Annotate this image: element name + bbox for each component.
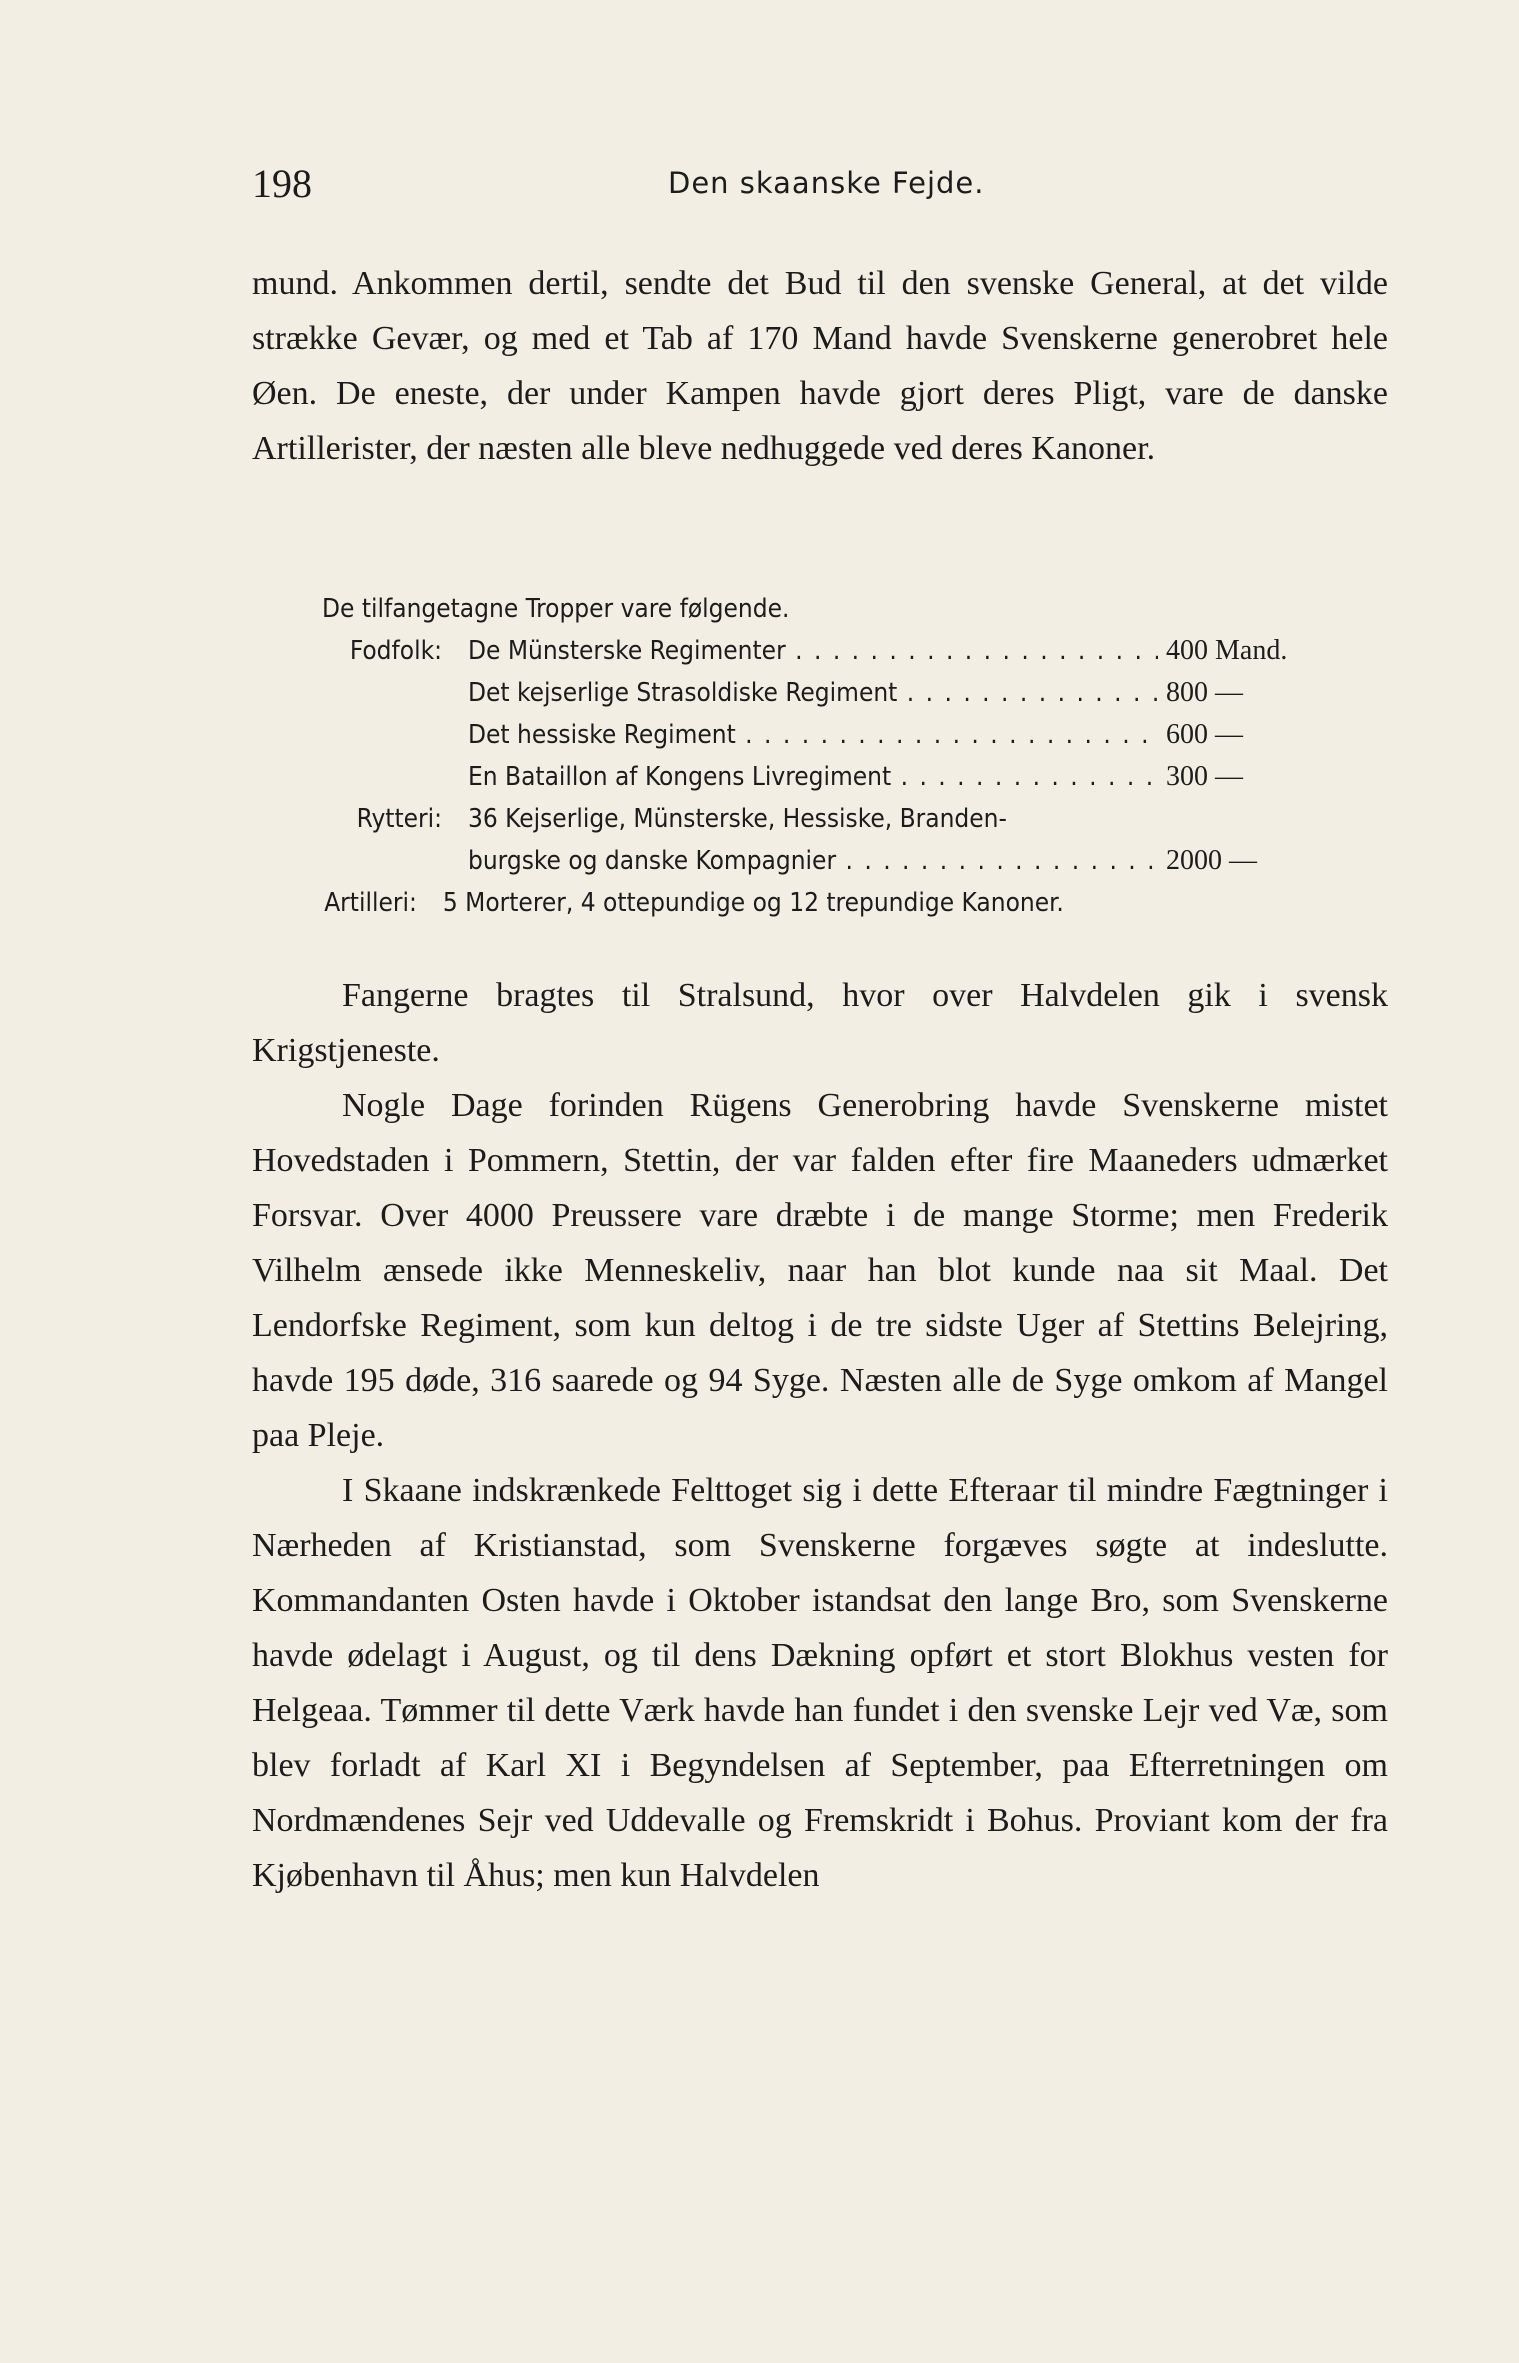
page-number: 198 <box>252 161 312 206</box>
paragraph: mund. Ankommen dertil, sendte det Bud til den svenske General, at det vilde strække Gevær, og med et Tab af 170 Mand havde Svenskerne generobret hele Øen. De eneste, der under Kampen havde gjort deres Pligt, vare de danske Artillerister, der næsten alle bleve nedhuggede ved deres Kanoner. <box>252 265 1388 467</box>
row-item: Det kejserlige Strasoldiske Regiment . . . <box>468 672 1158 714</box>
table-intro: De tilfangetagne Tropper vare følgende. <box>322 594 790 624</box>
row-item: En Bataillon af Kongens Livregiment . . . <box>468 756 1158 798</box>
text-block-top <box>252 256 1388 476</box>
row-item: burgske og danske Kompagnier . . . <box>468 840 1158 882</box>
table-row <box>252 840 1388 882</box>
table-row <box>252 714 1388 756</box>
text-block-bottom <box>252 968 1388 1903</box>
row-value <box>1224 882 1388 924</box>
paragraph: Fangerne bragtes til Stralsund, hvor over Halvdelen gik i svensk Krigstjeneste. <box>252 977 1388 1069</box>
row-item: Det hessiske Regiment . . . <box>468 714 1158 756</box>
row-category <box>252 714 468 756</box>
row-category <box>252 756 468 798</box>
table-row <box>252 672 1388 714</box>
row-category: Artilleri: <box>324 888 417 918</box>
row-category: Rytteri: <box>356 804 442 834</box>
row-value: 300 — <box>1166 761 1243 792</box>
row-item: 5 Morterer, 4 ottepundige og 12 trepundige Kanoner. <box>442 888 1064 918</box>
row-value: 600 — <box>1166 719 1243 750</box>
row-value <box>1158 798 1346 840</box>
table-row <box>252 882 1388 924</box>
row-category <box>252 672 468 714</box>
row-value: 800 — <box>1166 677 1243 708</box>
table-row <box>252 798 1388 840</box>
table-row <box>252 630 1388 672</box>
row-value: 400 Mand. <box>1166 635 1288 666</box>
row-category: Fodfolk: <box>349 636 442 666</box>
row-category <box>252 840 468 882</box>
row-item: De Münsterske Regimenter . . . <box>468 630 1158 672</box>
row-value: 2000 — <box>1166 845 1257 876</box>
table-row <box>252 756 1388 798</box>
running-title: Den skaanske Fejde. <box>668 166 985 200</box>
paragraph: I Skaane indskrænkede Felttoget sig i dette Efteraar til mindre Fægtninger i Nærheden af Kristianstad, som Svenskerne forgæves søgte at indeslutte. Kommandanten Osten havde i Oktober istandsat den lange Bro, som Svenskerne havde ødelagt i August, og til dens Dækning opført et stort Blokhus vesten for Helgeaa. Tømmer til dette Værk havde han fundet i den svenske Lejr ved Væ, som blev forladt af Karl XI i Begyndelsen af September, paa Efterretningen om Nordmændenes Sejr ved Uddevalle og Fremskridt i Bohus. Proviant kom der fra Kjøbenhavn til Åhus; men kun Halvdelen <box>252 1472 1388 1894</box>
paragraph: Nogle Dage forinden Rügens Generobring havde Svenskerne mistet Hovedstaden i Pommern, Stettin, der var falden efter fire Maaneders udmærket Forsvar. Over 4000 Preussere vare dræbte i de mange Storme; men Frederik Vilhelm ænsede ikke Menneskeliv, naar han blot kunde naa sit Maal. Det Lendorfske Regiment, som kun deltog i de tre sidste Uger af Stettins Belejring, havde 195 døde, 316 saarede og 94 Syge. Næsten alle de Syge omkom af Mangel paa Pleje. <box>252 1087 1388 1454</box>
row-item: 36 Kejserlige, Münsterske, Hessiske, Branden- <box>468 804 1007 834</box>
troops-table <box>252 588 1388 924</box>
